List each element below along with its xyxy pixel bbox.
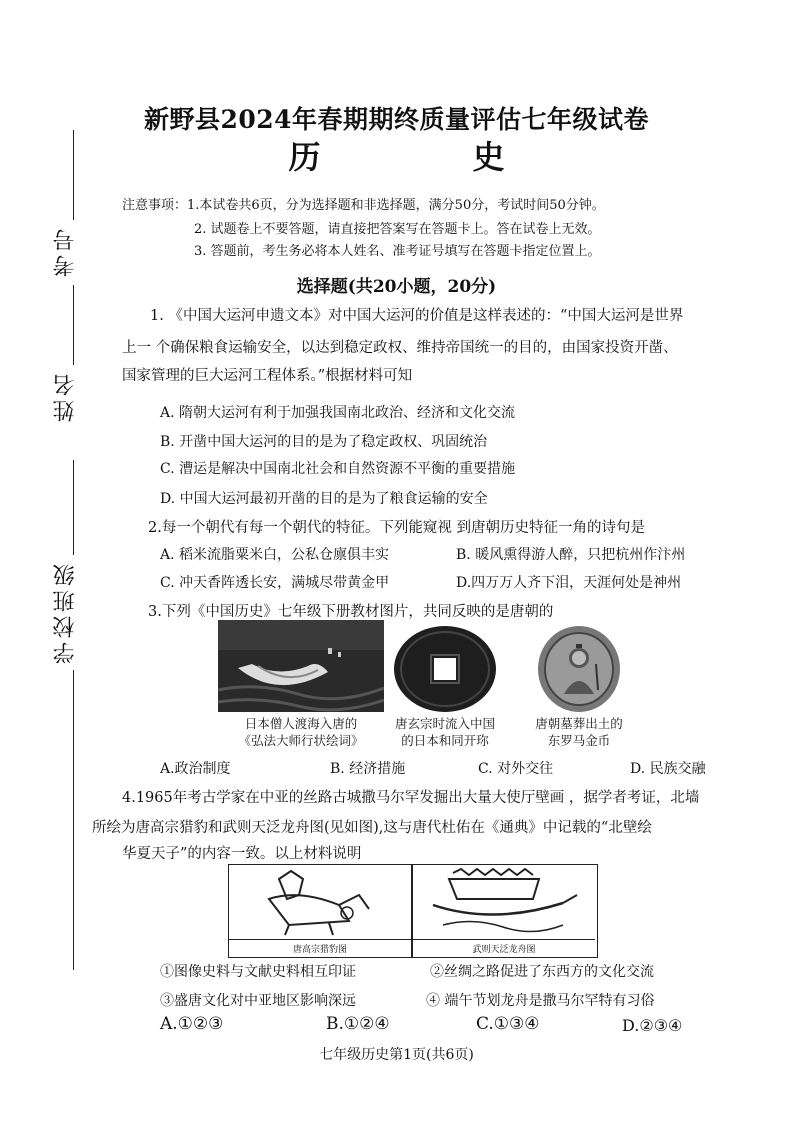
figure-caption-2: 武则天泛龙舟图 xyxy=(413,939,595,955)
q2-option-a: A. 稻米流脂粟米白，公私仓廪俱丰实 xyxy=(160,547,390,563)
note-3: 3. 答题前，考生务必将本人姓名、准考证号填写在答题卡指定位置上。 xyxy=(194,244,601,259)
q3-option-b: B. 经济措施 xyxy=(330,761,406,777)
note-2: 2. 试题卷上不要答题，请直接把答案写在答题卡上。答在试卷上无效。 xyxy=(194,222,601,237)
q1-option-c: C. 漕运是解决中国南北社会和自然资源不平衡的重要措施 xyxy=(160,461,516,477)
wu-zetian-dragon-boat-image xyxy=(413,865,595,939)
page-footer: 七年级历史第1页(共6页) xyxy=(319,1047,474,1063)
name-label: 姓名 xyxy=(53,370,78,422)
binding-line-4 xyxy=(73,670,74,970)
q4-option-c: C.①③④ xyxy=(476,1014,540,1034)
q4-option-b: B.①②④ xyxy=(326,1014,390,1034)
note-1: 注意事项：1.本试卷共6页，分为选择题和非选择题，满分50分，考试时间50分钟。 xyxy=(122,198,605,213)
q4-option-a: A.①②③ xyxy=(160,1014,224,1034)
q1-option-a: A. 隋朝大运河有利于加强我国南北政治、经济和文化交流 xyxy=(160,405,516,421)
tang-gaozong-hunting-image xyxy=(229,865,411,939)
subject-title: 历 史 xyxy=(288,138,565,176)
image-2-caption-line-2: 的日本和同开珎 xyxy=(401,733,489,748)
exam-title: 新野县2024年春期期终质量评估七年级试卷 xyxy=(143,105,650,134)
q1-option-b: B. 开凿中国大运河的目的是为了稳定政权、巩固统治 xyxy=(160,434,488,450)
q4-line-1: 4.1965年考古学家在中亚的丝路古城撒马尔罕发掘出大量大使厅壁画 ，据学者考证，北墙 xyxy=(122,790,700,806)
q4-line-2: 所绘为唐高宗猎豹和武则天泛龙舟图(见如图),这与唐代杜佑在《通典》中记载的“北壁绘 xyxy=(92,820,652,836)
binding-line-2 xyxy=(73,285,74,365)
q3-option-a: A.政治制度 xyxy=(160,761,231,777)
q3-option-d: D. 民族交融 xyxy=(630,761,706,777)
q4-statement-2: ②丝绸之路促进了东西方的文化交流 xyxy=(430,964,654,980)
japanese-coin-image xyxy=(392,624,498,714)
q4-option-d: D.②③④ xyxy=(622,1016,683,1035)
image-2-caption-line-1: 唐玄宗时流入中国 xyxy=(394,716,495,731)
figure-caption-1: 唐高宗猎豹图 xyxy=(229,939,411,955)
q2-option-c: C. 冲天香阵透长安，满城尽带黄金甲 xyxy=(160,575,390,591)
q4-statement-4: ④ 端午节划龙舟是撒马尔罕特有习俗 xyxy=(426,993,655,1009)
q3-option-c: C. 对外交往 xyxy=(478,761,554,777)
school-class-label: 学校班级 xyxy=(53,560,78,664)
byzantine-gold-coin-image xyxy=(536,624,622,714)
image-3-caption-line-1: 唐朝墓葬出土的 xyxy=(535,716,623,731)
q2-option-b: B. 暖风熏得游人醉，只把杭州作汴州 xyxy=(456,547,686,563)
exam-number-label: 考号 xyxy=(53,225,78,277)
q4-line-3: 华夏天子”的内容一致。以上材料说明 xyxy=(122,846,362,862)
q1-line-1: 1. 《中国大运河申遗文本》对中国大运河的价值是这样表述的：“中国大运河是世界 xyxy=(150,308,684,324)
section-title: 选择题(共20小题，20分) xyxy=(296,277,497,297)
q2-stem: 2.每一个朝代有每一个朝代的特征。下列能窥视 到唐朝历史特征一角的诗句是 xyxy=(148,520,645,536)
q2-option-d: D.四万万人齐下泪，天涯何处是神州 xyxy=(456,575,682,591)
q4-statement-3: ③盛唐文化对中亚地区影响深远 xyxy=(160,993,356,1009)
q1-line-2: 上一 个确保粮食运输安全，以达到稳定政权、维持帝国统一的目的，由国家投资开凿、 xyxy=(122,340,678,356)
image-1-caption-line-2: 《弘法大师行状绘词》 xyxy=(238,733,364,748)
q4-statement-1: ①图像史料与文献史料相互印证 xyxy=(160,964,356,980)
q3-stem: 3.下列《中国历史》七年级下册教材图片，共同反映的是唐朝的 xyxy=(148,604,554,620)
murals-figure xyxy=(228,864,598,958)
q1-line-3: 国家管理的巨大运河工程体系。”根据材料可知 xyxy=(122,368,413,384)
image-3-caption-line-2: 东罗马金币 xyxy=(547,733,611,748)
q1-option-d: D. 中国大运河最初开凿的目的是为了粮食运输的安全 xyxy=(160,491,488,507)
image-1-caption-line-1: 日本僧人渡海入唐的 xyxy=(244,716,358,731)
binding-line-3 xyxy=(73,460,74,555)
monk-voyage-painting-image xyxy=(218,620,384,712)
